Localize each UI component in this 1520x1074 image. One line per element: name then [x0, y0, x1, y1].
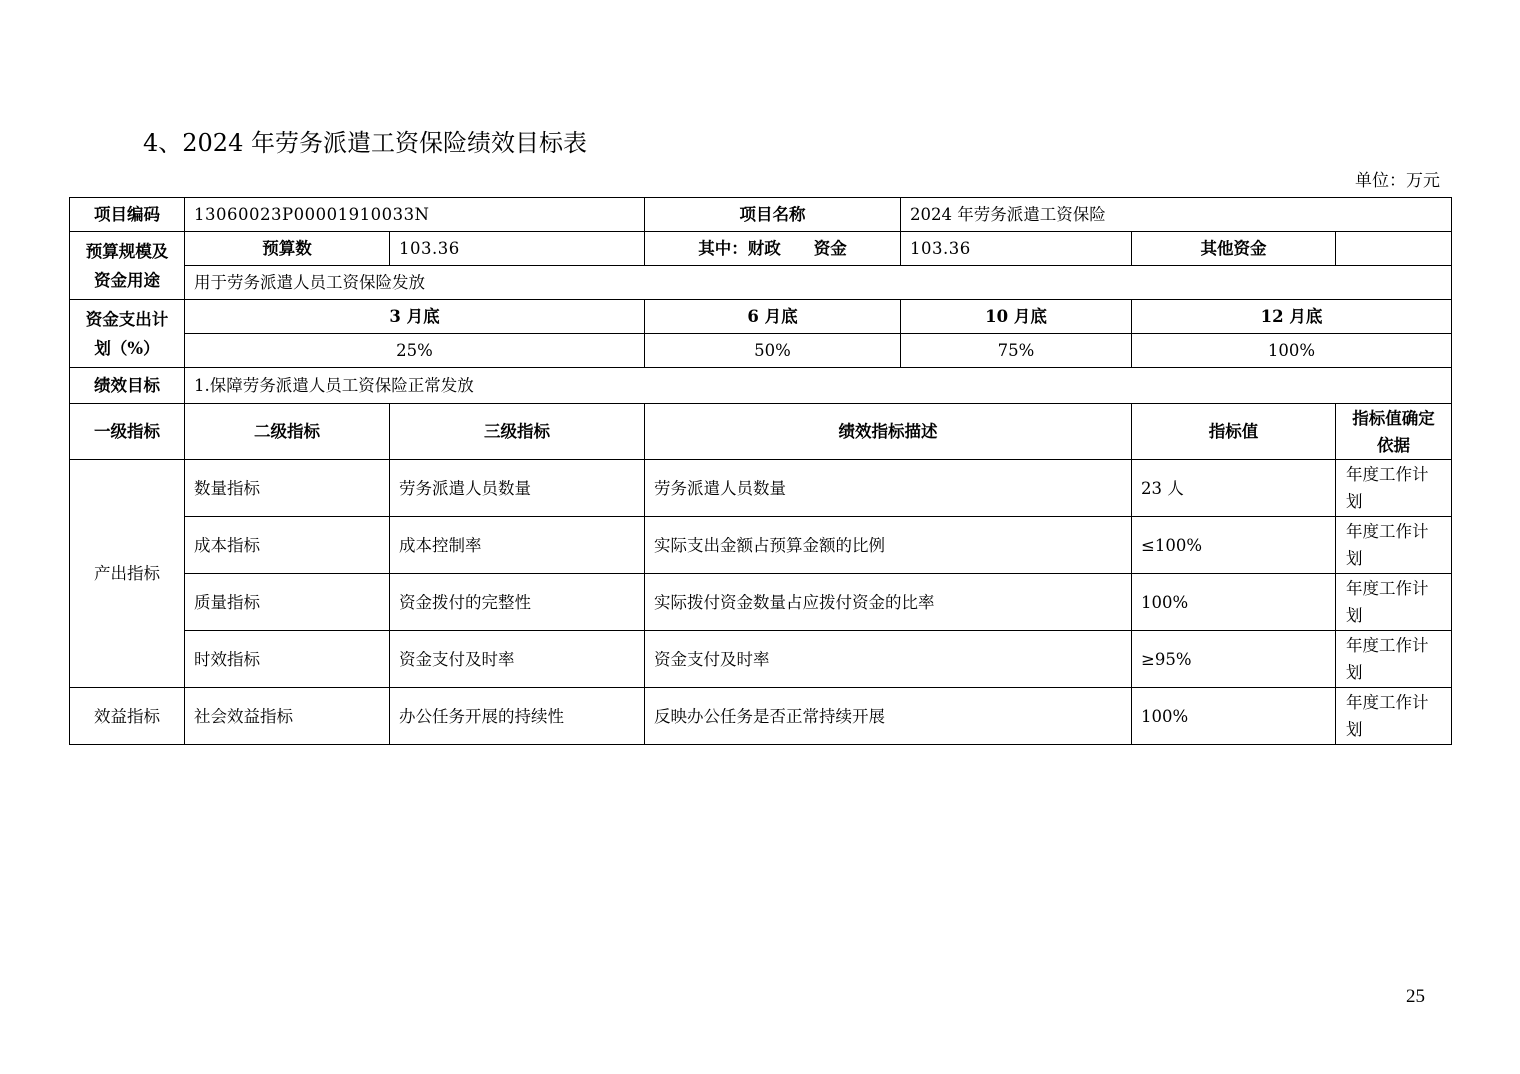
- table-row: [70, 688, 1452, 745]
- value-cell: ≥95%: [1132, 631, 1336, 688]
- level2-cell: 时效指标: [185, 631, 390, 688]
- level2-cell: 质量指标: [185, 574, 390, 631]
- basis-cell: 年度工作计划: [1336, 460, 1452, 517]
- budget-amount-value: 103.36: [390, 232, 645, 266]
- budget-other-value: [1336, 232, 1452, 266]
- project-code-label: 项目编码: [70, 198, 185, 232]
- table-row: [70, 460, 1452, 517]
- header-basis: 指标值确定依据: [1336, 404, 1452, 460]
- budget-section-label: 预算规模及资金用途: [70, 232, 185, 300]
- level3-cell: 资金支付及时率: [390, 631, 645, 688]
- benefit-indicator-label: 效益指标: [70, 688, 185, 745]
- spending-plan-header: 3 月底: [185, 300, 645, 334]
- budget-row: [70, 232, 1452, 266]
- page-number: 25: [1406, 986, 1425, 1007]
- performance-target-table: [69, 197, 1452, 745]
- document-title: 4、2024 年劳务派遣工资保险绩效目标表: [143, 129, 587, 157]
- project-name-value: 2024 年劳务派遣工资保险: [901, 198, 1452, 232]
- level3-cell: 劳务派遣人员数量: [390, 460, 645, 517]
- table-row: [70, 631, 1452, 688]
- description-cell: 资金支付及时率: [645, 631, 1132, 688]
- budget-purpose-row: [70, 266, 1452, 300]
- output-indicator-label: 产出指标: [70, 460, 185, 688]
- header-level1: 一级指标: [70, 404, 185, 460]
- spending-plan-header: 12 月底: [1132, 300, 1452, 334]
- spending-plan-header: 10 月底: [901, 300, 1132, 334]
- budget-amount-label: 预算数: [185, 232, 390, 266]
- spending-plan-header: 6 月底: [645, 300, 901, 334]
- basis-cell: 年度工作计划: [1336, 631, 1452, 688]
- basis-cell: 年度工作计划: [1336, 688, 1452, 745]
- description-cell: 劳务派遣人员数量: [645, 460, 1132, 517]
- spending-plan-values-row: [70, 334, 1452, 368]
- table-row: [70, 517, 1452, 574]
- goal-text: 1.保障劳务派遣人员工资保险正常发放: [185, 368, 1452, 404]
- header-value: 指标值: [1132, 404, 1336, 460]
- spending-plan-value: 50%: [645, 334, 901, 368]
- project-row: [70, 198, 1452, 232]
- spending-plan-header-row: [70, 300, 1452, 334]
- header-level3: 三级指标: [390, 404, 645, 460]
- spending-plan-value: 75%: [901, 334, 1132, 368]
- value-cell: 100%: [1132, 574, 1336, 631]
- basis-cell: 年度工作计划: [1336, 517, 1452, 574]
- description-cell: 实际支出金额占预算金额的比例: [645, 517, 1132, 574]
- budget-fiscal-value: 103.36: [901, 232, 1132, 266]
- spending-plan-label: 资金支出计划（%）: [70, 300, 185, 368]
- budget-purpose: 用于劳务派遣人员工资保险发放: [185, 266, 1452, 300]
- goal-label: 绩效目标: [70, 368, 185, 404]
- header-description: 绩效指标描述: [645, 404, 1132, 460]
- indicator-header-row: [70, 404, 1452, 460]
- basis-cell: 年度工作计划: [1336, 574, 1452, 631]
- description-cell: 实际拨付资金数量占应拨付资金的比率: [645, 574, 1132, 631]
- project-name-label: 项目名称: [645, 198, 901, 232]
- level3-cell: 办公任务开展的持续性: [390, 688, 645, 745]
- goal-row: [70, 368, 1452, 404]
- header-level2: 二级指标: [185, 404, 390, 460]
- value-cell: 23 人: [1132, 460, 1336, 517]
- description-cell: 反映办公任务是否正常持续开展: [645, 688, 1132, 745]
- spending-plan-value: 25%: [185, 334, 645, 368]
- value-cell: ≤100%: [1132, 517, 1336, 574]
- table-row: [70, 574, 1452, 631]
- level2-cell: 社会效益指标: [185, 688, 390, 745]
- level2-cell: 数量指标: [185, 460, 390, 517]
- level3-cell: 成本控制率: [390, 517, 645, 574]
- unit-label: 单位：万元: [1355, 171, 1440, 191]
- budget-fiscal-label: 其中：财政 资金: [645, 232, 901, 266]
- spending-plan-value: 100%: [1132, 334, 1452, 368]
- level3-cell: 资金拨付的完整性: [390, 574, 645, 631]
- budget-other-label: 其他资金: [1132, 232, 1336, 266]
- level2-cell: 成本指标: [185, 517, 390, 574]
- project-code-value: 13060023P00001910033N: [185, 198, 645, 232]
- value-cell: 100%: [1132, 688, 1336, 745]
